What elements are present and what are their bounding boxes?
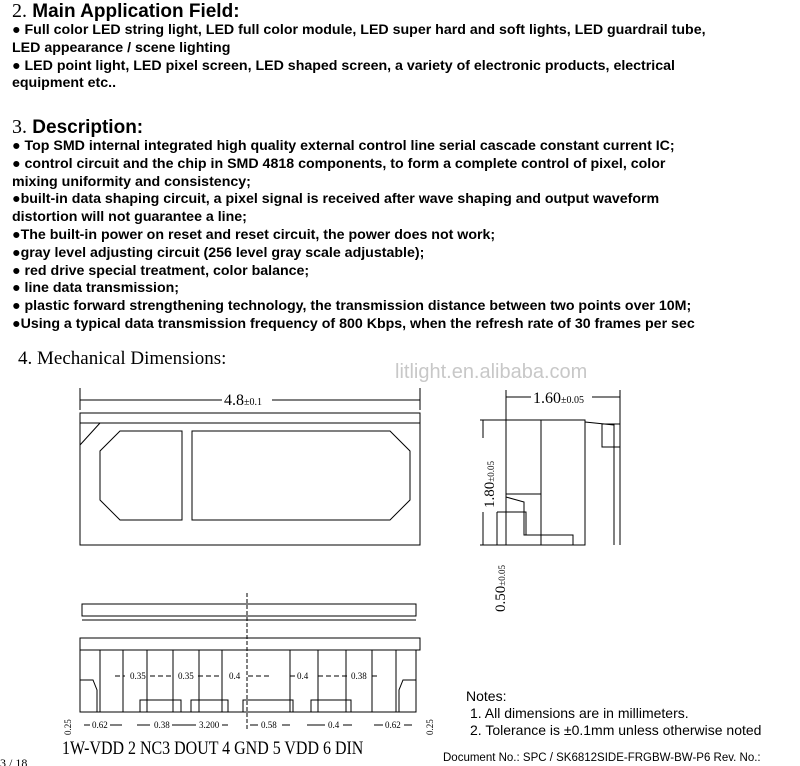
width-dim: 1.60: [533, 390, 561, 407]
text-line: LED appearance / scene lighting: [12, 39, 231, 56]
dim-label: 0.4: [328, 720, 340, 730]
document-number: Document No.: SPC / SK6812SIDE-FRGBW-BW-P6 Rev. No.:: [443, 752, 761, 764]
dim-label: 0.38: [351, 671, 367, 681]
lead-dim: 0.50: [493, 585, 509, 612]
text-line: ● plastic forward strengthening technology, the transmission distance between two points over 10M;: [12, 298, 692, 315]
dim-label: 0.35: [178, 671, 194, 681]
section-4-heading: 4. Mechanical Dimensions:: [18, 348, 227, 369]
text-line: ●The built-in power on reset and reset circuit, the power does not work;: [12, 226, 496, 243]
section-number: 3.: [12, 116, 27, 138]
length-tolerance: ±0.1: [244, 397, 262, 408]
dim-label: 0.58: [261, 720, 277, 730]
pin-labels: 1W-VDD 2 NC3 DOUT 4 GND 5 VDD 6 DIN: [62, 738, 364, 759]
side-view: [480, 390, 620, 612]
notes-title: Notes:: [466, 688, 507, 704]
dim-label: 0.38: [154, 720, 170, 730]
text-line: mixing uniformity and consistency;: [12, 173, 251, 190]
text-line: ●Using a typical data transmission frequency of 800 Kbps, when the refresh rate of 30 frames per sec: [12, 315, 695, 332]
text-line: ● line data transmission;: [12, 280, 180, 297]
section-title: Description:: [32, 117, 144, 138]
dim-label: 0.4: [229, 671, 241, 681]
notes: [466, 688, 761, 739]
dim-label: 0.62: [92, 720, 108, 730]
text-line: ● control circuit and the chip in SMD 4818 components, to form a complete control of pixel, color: [12, 155, 666, 172]
dim-label: 3.200: [199, 720, 220, 730]
svg-text:0.50±0.05: [493, 565, 509, 612]
note-item: 1. All dimensions are in millimeters.: [470, 705, 689, 721]
dim-label: 0.35: [130, 671, 146, 681]
text-line: ● LED point light, LED pixel screen, LED shaped screen, a variety of electronic products, electrical: [12, 57, 675, 74]
text-line: ● Full color LED string light, LED full color module, LED super hard and soft lights, LED guardrail tube,: [12, 22, 706, 38]
top-view: [80, 388, 420, 545]
dim-label: 0.25: [425, 719, 435, 735]
height-dim: 1.80: [482, 481, 498, 508]
text-line: equipment etc..: [12, 75, 117, 92]
length-dim: 4.8: [224, 392, 244, 409]
svg-text:1.80±0.05: [482, 461, 498, 508]
text-line: distortion will not guarantee a line;: [12, 209, 247, 226]
height-tolerance: ±0.05: [486, 461, 496, 482]
lead-tolerance: ±0.05: [497, 565, 507, 586]
section-title: Main Application Field:: [32, 1, 240, 22]
text-line: ● red drive special treatment, color balance;: [12, 262, 310, 279]
text-line: ●built-in data shaping circuit, a pixel signal is received after wave shaping and output waveform: [12, 191, 660, 208]
svg-text:1.60±0.05: [533, 390, 584, 407]
section-number: 2.: [12, 0, 27, 22]
page-number: 3 / 18: [0, 756, 28, 766]
text-line: ●gray level adjusting circuit (256 level gray scale adjustable);: [12, 244, 425, 261]
bottom-view: [63, 593, 435, 735]
svg-text:4.8±0.1: [224, 392, 262, 409]
note-item: 2. Tolerance is ±0.1mm unless otherwise noted: [470, 722, 762, 738]
dim-label: 0.62: [385, 720, 401, 730]
width-tolerance: ±0.05: [561, 395, 584, 406]
watermark: litlight.en.alibaba.com: [395, 361, 588, 383]
dim-label: 0.25: [63, 719, 73, 735]
dim-label: 0.4: [297, 671, 309, 681]
text-line: ● Top SMD internal integrated high quality external control line serial cascade constant current IC;: [12, 138, 675, 154]
